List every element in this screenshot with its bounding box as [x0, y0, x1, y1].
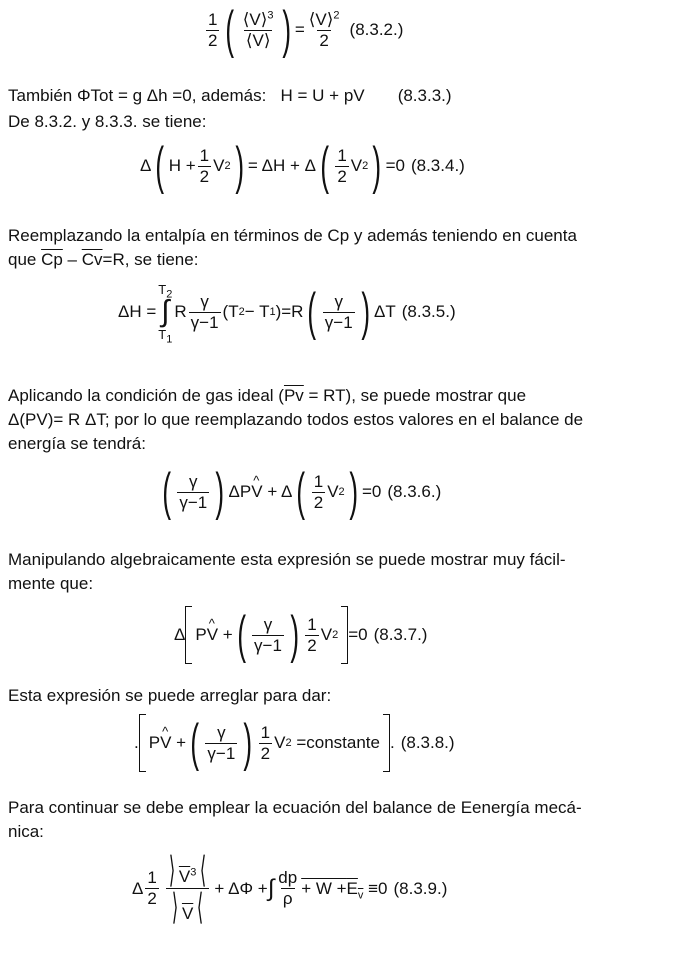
equation-8-3-6: ( $\frac{\gamma}{\gamma-1}$ ) ΔP ^ V + Δ ( $\frac{1}{2}$ V 2 ) =0 (8.3.6.) [158, 466, 441, 518]
fraction-v3-over-v-avg: $\frac{⟩ \overline{V}^3 ⟨}{⟩ \overline{V} ⟨}$ [163, 852, 213, 925]
equation-8-3-2: $\frac{1}{2}$ ( $\frac{⟨V⟩^3}{⟨V⟩}$ ) = $\frac{⟨V⟩^2}{2}$ (8.3.2.) [208, 1, 404, 59]
fraction-v2-over-2: $\frac{⟨V⟩^2}{2}$ [308, 8, 340, 50]
equation-tag: (8.3.8.) [400, 733, 455, 752]
equation-tag: (8.3.5.) [401, 302, 456, 321]
left-paren: ( [225, 1, 235, 59]
equation-8-3-8: . P ^ V + ( $\frac{\gamma}{\gamma-1}$ ) $\frac{1}{2}$ V 2 =constante . (8.3.8.) [134, 714, 455, 772]
integral-symbol: $T_2$ ∫ $T_1$ [158, 282, 173, 346]
fraction-v3-over-v: $\frac{⟨V⟩^3}{⟨V⟩}$ [242, 8, 274, 50]
equation-8-3-7: Δ P ^ V + ( $\frac{\gamma}{\gamma-1}$ ) $\frac{1}{2}$ V 2 =0 (8.3.7.) [174, 606, 427, 664]
fraction-half: $\frac{1}{2}$ [208, 9, 218, 50]
paragraph-arrange: Esta expresión se puede arreglar para dar: [8, 686, 332, 705]
equation-8-3-9: Δ $\frac{1}{2}$ $\frac{⟩ \overline{V}^3 ⟨}{⟩ \overline{V} ⟨}$ + ΔΦ + ∫ $\frac{dp}{\rho}$ + W + $E_v$ ≡0 (8.3.9.) [132, 849, 448, 927]
right-paren: ) [281, 1, 291, 59]
text-line-de: De 8.3.2. y 8.3.3. se tiene: [8, 112, 207, 131]
equation-tag: (8.3.7.) [373, 625, 428, 644]
paragraph-mechanical-energy: Para continuar se debe emplear la ecuación del balance de Eenergía mecá- nica: [8, 798, 582, 841]
equation-8-3-4: Δ ( H + $\frac{1}{2}$ V 2 ) = ΔH + Δ ( $\frac{1}{2}$ V 2 ) =0 (8.3.4.) [140, 137, 465, 195]
equation-8-3-5: ΔH = $T_2$ ∫ $T_1$ R $\frac{\gamma}{\gamma-1}$ (T 2 − T 1 ) =R ( $\frac{\gamma}{\gamma-1}$ ) ΔT (8.3.5.) [118, 282, 456, 346]
equation-tag: (8.3.6.) [387, 482, 442, 501]
paragraph-ideal-gas: Aplicando la condición de gas ideal $(\overline{Pv} = RT)$, se puede mostrar que Δ(PV)= R ΔT; por lo que reemplazando todos estos valores en el balance de energía se tendrá: [8, 386, 584, 453]
text-line-8-3-3: También ΦTot = g Δh =0, además: H = U + pV (8.3.3.) [8, 86, 452, 105]
equation-tag: (8.3.9.) [393, 878, 448, 898]
equation-tag: (8.3.2.) [349, 20, 404, 39]
paragraph-enthalpy: Reemplazando la entalpía en términos de Cp y además teniendo en cuenta que $\overline{Cp} - \overline{Cv}=R$, se tiene: [8, 226, 577, 269]
equation-tag: (8.3.4.) [410, 156, 465, 175]
paragraph-manipulating: Manipulando algebraicamente esta expresión se puede mostrar muy fácil- mente que: [8, 550, 566, 593]
